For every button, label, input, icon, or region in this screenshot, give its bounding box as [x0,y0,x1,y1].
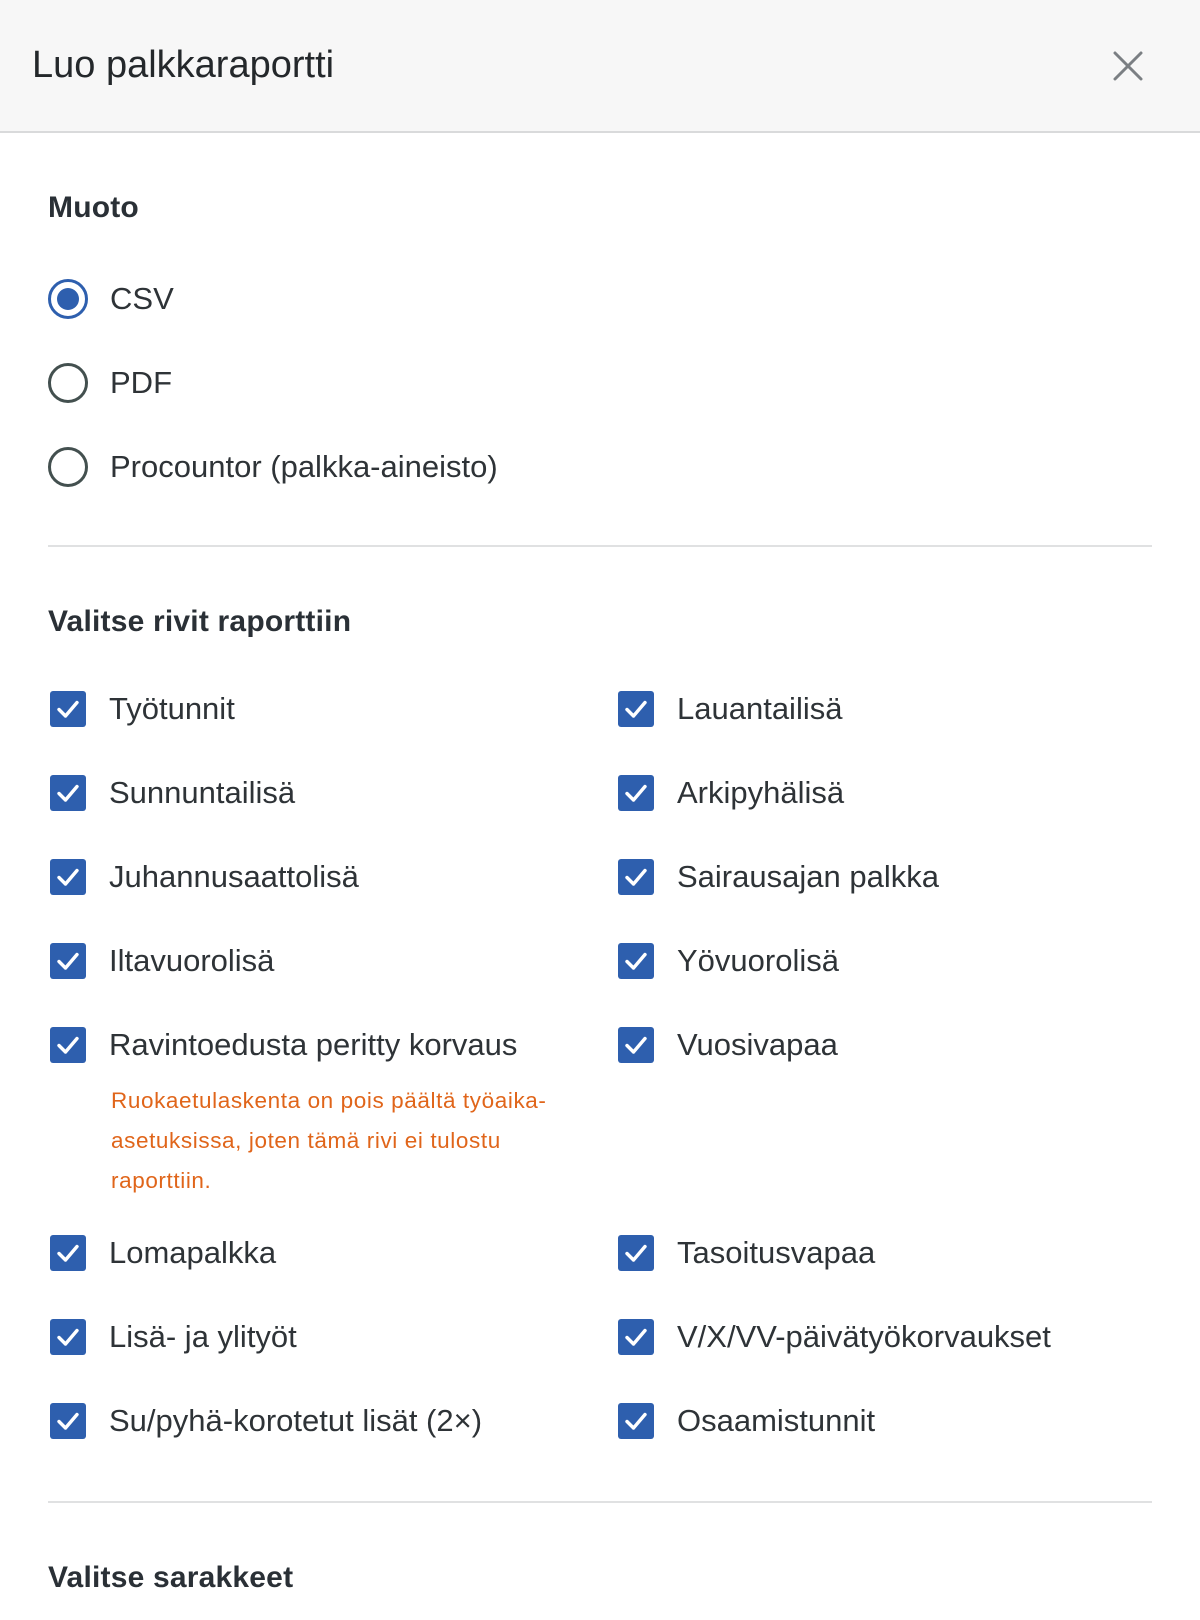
row-option-label: Työtunnit [109,691,235,726]
checkmark-icon [55,1240,81,1266]
row-option-toggle[interactable] [616,1003,1156,1087]
row-option [616,1003,1156,1211]
checkmark-icon [623,1032,649,1058]
row-option-label: Tasoitusvapaa [677,1235,876,1270]
row-option [48,751,616,835]
row-option-label: Sunnuntailisä [109,775,296,810]
row-option-label: Lisä- ja ylityöt [109,1319,297,1354]
checkmark-icon [623,1408,649,1434]
columns-section [48,1503,1152,1595]
format-option-csv[interactable] [48,257,1152,341]
checkbox[interactable] [50,859,86,895]
checkmark-icon [623,1240,649,1266]
checkbox[interactable] [618,859,654,895]
row-option-toggle[interactable] [616,1379,1156,1463]
checkbox[interactable] [618,1235,654,1271]
row-option-toggle[interactable] [48,835,616,919]
row-option [48,667,616,751]
checkbox[interactable] [50,1319,86,1355]
checkbox[interactable] [618,1403,654,1439]
row-option-toggle[interactable] [616,835,1156,919]
row-option-toggle[interactable] [616,919,1156,1003]
dialog-title: Luo palkkaraportti [32,44,335,86]
row-option [616,1379,1156,1463]
row-option [48,1295,616,1379]
row-option-toggle[interactable] [48,1295,616,1379]
checkbox[interactable] [50,943,86,979]
row-option-label: Juhannusaattolisä [109,859,359,894]
radio-dot [57,288,79,310]
row-option [48,919,616,1003]
checkmark-icon [55,864,81,890]
checkbox[interactable] [50,775,86,811]
row-option [48,835,616,919]
rows-section [48,547,1152,1503]
format-section [48,133,1152,547]
row-option-toggle[interactable] [616,1211,1156,1295]
row-option-toggle[interactable] [616,751,1156,835]
checkmark-icon [55,1408,81,1434]
row-option-warning: Ruokaetulaskenta on pois päältä työaika-asetuksissa, joten tämä rivi ei tulostu raporttiin. [111,1088,547,1193]
format-option-label: CSV [110,281,174,316]
checkmark-icon [55,1324,81,1350]
checkbox[interactable] [50,1027,86,1063]
row-option-label: Ravintoedusta peritty korvaus [109,1027,518,1062]
row-option-toggle[interactable] [48,1003,616,1087]
row-option-label: Sairausajan palkka [677,859,939,894]
checkmark-icon [623,1324,649,1350]
format-option-pdf[interactable] [48,341,1152,425]
format-options [48,257,1152,509]
checkbox[interactable] [50,1403,86,1439]
close-icon [1113,51,1143,81]
close-button[interactable] [1108,46,1148,86]
radio-button[interactable] [48,279,88,319]
row-option [48,1379,616,1463]
radio-button[interactable] [48,447,88,487]
checkmark-icon [623,864,649,890]
row-option-toggle[interactable] [616,667,1156,751]
checkmark-icon [623,696,649,722]
row-option-label: Su/pyhä-korotetut lisät (2×) [109,1403,483,1438]
row-option-toggle[interactable] [48,1211,616,1295]
checkbox[interactable] [618,775,654,811]
radio-button[interactable] [48,363,88,403]
checkbox[interactable] [618,943,654,979]
dialog-body [0,133,1200,1595]
checkbox[interactable] [50,691,86,727]
row-option-toggle[interactable] [48,1379,616,1463]
row-option-toggle[interactable] [616,1295,1156,1379]
checkbox[interactable] [618,691,654,727]
row-option [48,1003,616,1211]
checkbox[interactable] [618,1027,654,1063]
row-option-label: Lomapalkka [109,1235,277,1270]
format-heading: Muoto [48,191,139,224]
row-option-toggle[interactable] [48,667,616,751]
row-option-label: Lauantailisä [677,691,843,726]
row-option [48,1211,616,1295]
row-option [616,1295,1156,1379]
row-option-label: Osaamistunnit [677,1403,876,1438]
row-option-label: V/X/VV-päivätyökorvaukset [677,1319,1051,1354]
format-option-label: PDF [110,365,172,400]
format-option-procountor[interactable] [48,425,1152,509]
format-option-label: Procountor (palkka-aineisto) [110,449,498,484]
columns-heading: Valitse sarakkeet [48,1561,294,1594]
checkmark-icon [55,696,81,722]
row-option [616,667,1156,751]
checkbox[interactable] [50,1235,86,1271]
checkmark-icon [55,780,81,806]
row-option-toggle[interactable] [48,751,616,835]
checkmark-icon [623,948,649,974]
dialog-header [0,0,1200,133]
row-option-label: Vuosivapaa [677,1027,838,1062]
row-option-label: Iltavuorolisä [109,943,275,978]
rows-checklist [48,667,1152,1463]
checkmark-icon [55,1032,81,1058]
row-option [616,751,1156,835]
row-option-label: Arkipyhälisä [677,775,845,810]
row-option [616,835,1156,919]
row-option [616,919,1156,1003]
rows-heading: Valitse rivit raporttiin [48,605,352,638]
checkmark-icon [55,948,81,974]
checkmark-icon [623,780,649,806]
checkbox[interactable] [618,1319,654,1355]
row-option-label: Yövuorolisä [677,943,839,978]
row-option-toggle[interactable] [48,919,616,1003]
row-option [616,1211,1156,1295]
